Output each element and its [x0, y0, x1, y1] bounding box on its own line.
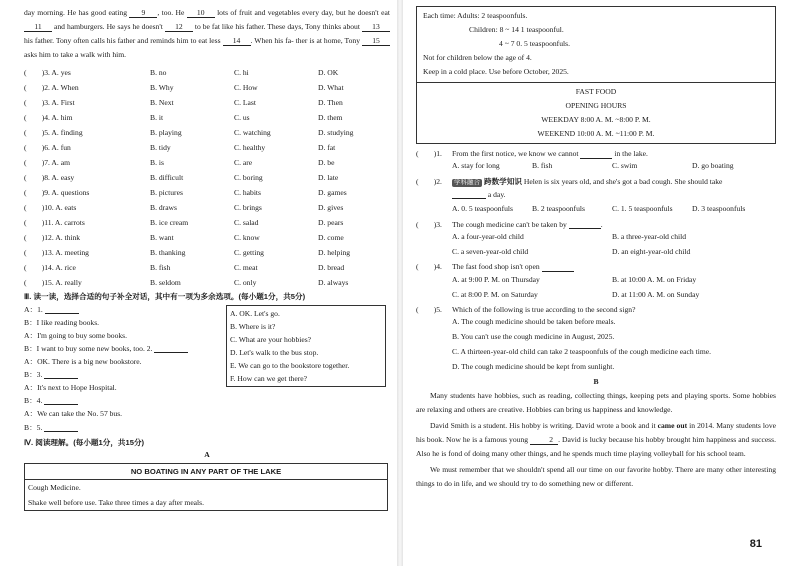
option-item: F. How can we get there? [230, 373, 307, 383]
dialogue-section [24, 305, 390, 423]
q5-option: B. You can't use the cough medicine in August, 2025. [452, 332, 615, 342]
section-3-title: Ⅲ. 读一读，选择合适的句子补全对话，其中有一项为多余选项。(每小题1分，共5分) [24, 292, 306, 302]
reading-question-1[interactable]: ( )1. From the first notice, we know we cannot in the lake. [416, 149, 648, 158]
dialogue-blank-2[interactable] [154, 345, 188, 354]
q4-options: C. at 8:00 P. M. on Saturday D. at 11:00 A. M. on Sunday [452, 289, 700, 299]
option-item: B. Where is it? [230, 321, 276, 331]
reading-question-3[interactable]: ( )3. The cough medicine can't be taken by . [416, 219, 603, 229]
option-item: C. What are your hobbies? [230, 334, 312, 344]
cloze-passage: day morning. He has good eating 9 , too. He 10 lots of fruit and vegetables every day, but he doesn't eat 11 and hamburgers. He says he doesn't 12 to be fat like his father. These days, Tony thinks about 13 his father. Tony often calls his father and reminds him to eat less 14 . When his fa- ther is at home, Tony 15 asks him to take a walk with him. [24, 8, 390, 60]
opening-hours-title: OPENING HOURS [565, 101, 627, 110]
passage-b-paragraph-2: David Smith is a student. His hobby is writing. David wrote a book and it came out in 2014. Many students love his book. Now he is a famous young 2 . David is lucky because his hobby brought him happiness and success. Also he is fond of doing many other things, and he spends much time playing volleyball for his school team. [416, 420, 776, 459]
question-row[interactable]: ( )4. A. him B. it C. us D. them [24, 112, 343, 122]
dialogue-line: A：I'm going to buy some books. [24, 330, 128, 340]
dialogue-blank-3[interactable] [44, 371, 78, 380]
blank-10[interactable]: 10 [187, 9, 215, 18]
question-row[interactable]: ( )2. A. When B. Why C. How D. What [24, 82, 344, 92]
question-row[interactable]: ( )14. A. rice B. fish C. meat D. bread [24, 262, 345, 272]
question-row[interactable]: ( )9. A. questions B. pictures C. habits D. games [24, 187, 347, 197]
q5-option: C. A thirteen-year-old child can take 2 teaspoonfuls of the cough medicine each time. [452, 347, 712, 357]
part-a-label: A [204, 450, 210, 460]
question-row[interactable]: ( )10. A. eats B. draws C. brings D. gives [24, 202, 344, 212]
fast-food-sign [417, 82, 775, 141]
dosage-line: 4 ~ 7 0. 5 teaspoonfuls. [499, 39, 570, 48]
question-row[interactable]: ( )11. A. carrots B. ice cream C. salad D. pears [24, 217, 344, 227]
dialogue-line: A：OK. There is a big new bookstore. [24, 356, 142, 366]
reading-question-2[interactable]: ( )2. 学科融合 跨数学知识 Helen is six years old, and she's got a bad cough. She should take [416, 176, 723, 186]
passage-b-paragraph-3: We must remember that we shouldn't spend all our time on our favorite hobby. There are many other interesting things to do in life, and we should try to do something new or different. [416, 465, 776, 489]
blank-11[interactable]: 11 [24, 23, 52, 32]
question-row[interactable]: ( )13. A. meeting B. thanking C. getting D. helping [24, 247, 351, 257]
reading-question-5[interactable]: ( )5. Which of the following is true according to the second sign? [416, 304, 636, 314]
question-row[interactable]: ( )3. A. First B. Next C. Last D. Then [24, 97, 343, 107]
dosage-line: Children: 8 ~ 14 1 teaspoonful. [469, 25, 564, 34]
weekend-hours: WEEKEND 10:00 A. M. ~11:00 P. M. [537, 129, 655, 138]
part-b-label: B [593, 377, 599, 387]
dialogue-options-box [226, 305, 386, 387]
dialogue-line: A：1. [24, 305, 79, 319]
q4-options: A. at 9:00 P. M. on Thursday B. at 10:00 A. M. on Friday [452, 274, 697, 284]
dialogue-blank-5[interactable] [44, 424, 78, 433]
blank-passage-b-2[interactable]: 2 [530, 436, 558, 445]
section-4-title: Ⅳ. 阅读理解。(每小题1分，共15分) [24, 437, 145, 447]
dialogue-line: B：5. [24, 423, 390, 436]
dosage-line: Keep in a cold place. Use before October, 2025. [423, 67, 569, 76]
notice-box-continued [416, 6, 776, 144]
blank-14[interactable]: 14 [223, 37, 251, 46]
question-row[interactable]: ( )12. A. think B. want C. know D. come [24, 232, 344, 242]
q2-continuation: a day. [416, 187, 776, 202]
reading-question-4[interactable]: ( )4. The fast food shop isn't open [416, 262, 776, 272]
option-item: D. Let's walk to the bus stop. [230, 347, 319, 357]
blank-9[interactable]: 9 [129, 9, 157, 18]
question-row[interactable]: ( )6. A. fun B. tidy C. healthy D. fat [24, 142, 336, 152]
lake-notice-title: NO BOATING IN ANY PART OF THE LAKE [25, 464, 387, 480]
blank-15[interactable]: 15 [362, 37, 390, 46]
question-row[interactable]: ( )5. A. finding B. playing C. watching D. studying [24, 127, 354, 137]
dialogue-line: B：I want to buy some new books, too. 2. [24, 344, 188, 358]
passage-b-paragraph-1: Many students have hobbies, such as reading, collecting things, keeping pets and playing sports. Some hobbies are relaxing and others are creative. Hobbies can bring us happiness and knowledge. [416, 390, 776, 414]
question-row[interactable]: ( )7. A. am B. is C. are D. be [24, 157, 335, 167]
dosage-line: Each time: Adults: 2 teaspoonfuls. [423, 11, 528, 20]
subject-fusion-badge: 学科融合 [454, 178, 480, 186]
question-row[interactable]: ( )3. A. yes B. no C. hi D. OK [24, 67, 339, 77]
dialogue-line: B：I like reading books. [24, 317, 100, 327]
q3-options: A. a four-year-old child B. a three-year-old child [452, 232, 687, 242]
dialogue-line: A：It's next to Hope Hospital. [24, 382, 117, 392]
medicine-title: Cough Medicine. [28, 483, 81, 493]
q5-option: D. The cough medicine should be kept from sunlight. [452, 362, 615, 372]
dosage-line: Not for children below the age of 4. [423, 53, 532, 62]
weekday-hours: WEEKDAY 8:00 A. M. ~8:00 P. M. [541, 115, 651, 124]
blank-12[interactable]: 12 [165, 23, 193, 32]
option-item: E. We can go to the bookstore together. [230, 360, 350, 370]
q2-options: A. 0. 5 teaspoonfuls B. 2 teaspoonfuls C. 1. 5 teaspoonfuls D. 3 teaspoonfuls [452, 204, 746, 214]
q1-options: A. stay for long B. fish C. swim D. go boating [452, 161, 734, 171]
dialogue-line: A：We can take the No. 57 bus. [24, 408, 123, 418]
dialogue-blank-4[interactable] [44, 397, 78, 406]
q3-options: C. a seven-year-old child D. an eight-year-old child [452, 247, 691, 257]
cloze-questions [24, 65, 390, 290]
fast-food-title: FAST FOOD [575, 87, 617, 96]
page-number: 81 [749, 538, 762, 550]
dialogue-line: B：3. [24, 370, 78, 384]
dialogue-blank-1[interactable] [45, 306, 79, 315]
right-page [402, 0, 800, 566]
q5-option: A. The cough medicine should be taken before meals. [452, 317, 616, 327]
option-item: A. OK. Let's go. [230, 308, 280, 318]
question-row[interactable]: ( )15. A. really B. seldom C. only D. always [24, 277, 349, 287]
medicine-instruction: Shake well before use. Take three times a day after meals. [28, 498, 205, 508]
left-page [0, 0, 398, 566]
dialogue-line: B：4. [24, 396, 78, 410]
question-row[interactable]: ( )8. A. easy B. difficult C. boring D. late [24, 172, 339, 182]
blank-13[interactable]: 13 [362, 23, 390, 32]
lake-notice-box [24, 463, 388, 511]
